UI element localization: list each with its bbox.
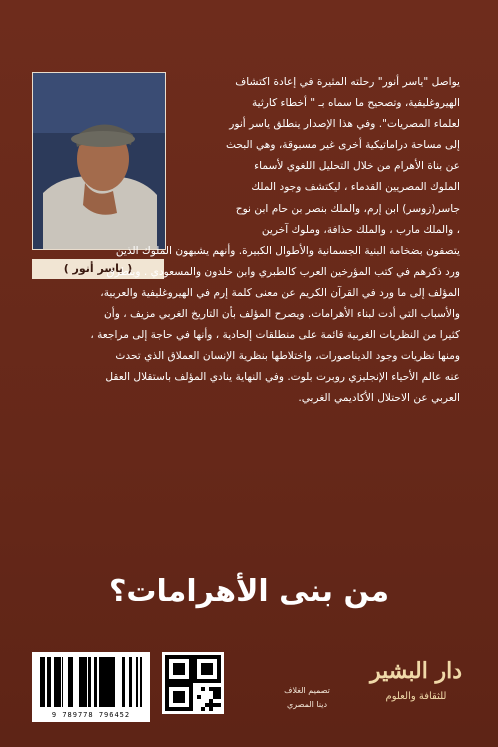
barcode-bar	[79, 657, 81, 707]
qr-module	[213, 691, 217, 695]
description-line: جاسر(زوسر) ابن إرم، والملك بنصر بن حام ابن نوح	[235, 202, 460, 215]
qr-module	[201, 707, 205, 711]
book-title: من بنى الأهرامات؟	[108, 574, 390, 609]
description-line: يتصفون بضخامة البنية الجسمانية والأطوال الكبيرة. وأنهم يشبهون الملوك الذين	[115, 244, 460, 257]
barcode-bar	[68, 657, 70, 707]
qr-finder	[173, 663, 185, 675]
qr-code	[162, 652, 224, 714]
qr-module	[217, 691, 221, 695]
qr-finder	[173, 691, 185, 703]
barcode-bar	[84, 657, 87, 707]
description-line: ورد ذكرهم في كتب المؤرخين العرب كالطبري وابن خلدون والمسعودي . ويتطرق	[106, 265, 460, 278]
publisher-name: دار البشير	[369, 658, 463, 684]
barcode-bar	[122, 657, 125, 707]
description-line: عن بناة الأهرام من خلال التحليل اللغوي لأسماء	[254, 160, 460, 173]
description-line: الهيروغليفية، وتصحيح ما سماه بـ " أخطاء كارثية	[251, 97, 460, 110]
book-description	[32, 72, 460, 410]
barcode-bar	[47, 657, 50, 707]
barcode-bar	[107, 657, 108, 707]
qr-module	[217, 703, 221, 707]
publisher-logo	[362, 648, 470, 722]
qr-finder	[201, 663, 213, 675]
credit-label: تصميم الغلاف	[284, 686, 330, 695]
barcode-bar	[113, 657, 115, 707]
qr-module	[213, 703, 217, 707]
barcode-bar	[129, 657, 132, 707]
qr-module	[217, 695, 221, 699]
description-line: ومنها نظريات وجود الديناصورات، واختلاطها بنظرية الإنسان العملاق الذي تحدث	[115, 350, 460, 363]
barcode-bar	[140, 657, 141, 707]
description-line: عنه عالم الأحياء الإنجليزي روبرت بلوت. وفي النهاية ينادي المؤلف باستقلال العقل	[105, 371, 460, 384]
qr-module	[201, 687, 205, 691]
description-line: والأسباب التي أدت لبناء الأهرامات. ويصرح المؤلف بأن التاريخ الغربي مزيف ، وأن	[104, 308, 460, 321]
qr-module	[217, 687, 221, 691]
barcode-bar	[62, 657, 63, 707]
barcode-bar	[50, 657, 51, 707]
barcode-bar	[42, 657, 44, 707]
barcode-bar	[81, 657, 84, 707]
barcode-bar	[56, 657, 59, 707]
qr-module	[205, 703, 209, 707]
description-line: الملوك المصريين القدماء ، ليكتشف وجود الملك	[251, 181, 460, 194]
description-line: يواصل "ياسر أنور" رحلته المثيرة في إعادة اكتشاف	[235, 76, 460, 88]
barcode-digits: 9 789778 796452	[51, 711, 131, 719]
barcode-bar	[111, 657, 113, 707]
barcode-bar	[108, 657, 111, 707]
isbn-barcode	[32, 652, 150, 722]
qr-module	[209, 699, 213, 703]
barcode-bar	[70, 657, 71, 707]
barcode-bar	[141, 657, 142, 707]
description-line: إلى مساحة دراماتيكية أخرى غير مسبوقة، وهي البحث	[225, 139, 460, 152]
qr-module	[213, 687, 217, 691]
qr-module	[209, 703, 213, 707]
barcode-bar	[136, 657, 138, 707]
barcode-bar	[59, 657, 61, 707]
barcode-bar	[54, 657, 56, 707]
description-line: المؤلف إلى ما ورد في القرآن الكريم عن معنى كلمة إرم في الهيروغليفية والعربية،	[100, 286, 460, 299]
barcode-bar	[99, 657, 101, 707]
credit-designer: دينا المصري	[286, 700, 328, 709]
barcode-bar	[104, 657, 107, 707]
publisher-tagline: للثقافة والعلوم	[385, 691, 447, 702]
barcode-bar	[101, 657, 104, 707]
qr-module	[209, 687, 213, 691]
description-line: كثيرا من النظريات الغربية قائمة على منطلقات إلحادية ، وأنها في حاجة إلى مراجعة ،	[90, 329, 460, 342]
description-line: لعلماء المصريات". وفي هذا الإصدار ينطلق ياسر أنور	[229, 118, 460, 131]
qr-module	[209, 707, 213, 711]
description-line: العربي عن الاحتلال الأكاديمي الغربي.	[298, 392, 460, 405]
author-caption: ( ياسر أنور )	[32, 259, 164, 279]
barcode-bar	[94, 657, 97, 707]
qr-module	[213, 695, 217, 699]
barcode-bar	[44, 657, 45, 707]
description-line: ، والملك مارب ، والملك حذافة، وملوك آخرين	[261, 223, 460, 236]
barcode-bar	[88, 657, 91, 707]
qr-module	[197, 695, 201, 699]
cover-design-credit	[262, 684, 352, 712]
barcode-bar	[71, 657, 73, 707]
barcode-bar	[40, 657, 42, 707]
